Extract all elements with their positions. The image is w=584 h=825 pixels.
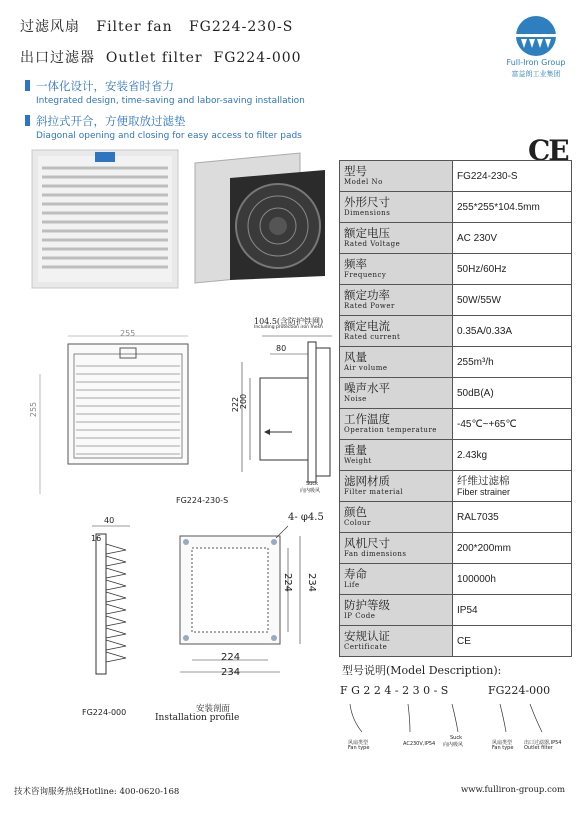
feature-bullet: [25, 80, 30, 91]
spec-label-en: Noise: [344, 395, 367, 403]
model-desc-title: 型号说明(Model Description):: [342, 664, 502, 677]
model-label-2: AC230V,IP54: [403, 741, 436, 747]
model-label-5-cn: 出口过滤器,IP54: [524, 740, 562, 746]
spec-label-en: Life: [344, 581, 360, 589]
caption-fg224-000: FG224-000: [82, 708, 127, 717]
spec-value: AC 230V: [453, 223, 572, 254]
feature-bullet: [25, 115, 30, 126]
spec-label-en: Colour: [344, 519, 371, 527]
model-code-filter: FG224-000: [488, 684, 551, 697]
footer-hotline: 技术咨询服务热线Hotline: 400-0620-168: [14, 787, 180, 797]
spec-label-cn: 额定功率: [344, 288, 390, 302]
spec-value: 100000h: [453, 564, 572, 595]
spec-label-cn: 颜色: [344, 505, 367, 519]
spec-value: 2.43kg: [453, 440, 572, 471]
spec-row: [340, 595, 572, 626]
dim-224-horizontal: 224: [221, 652, 241, 663]
spec-row: [340, 409, 572, 440]
spec-value-en: Fiber strainer: [457, 487, 511, 497]
suck-cn: 向内吸风: [300, 488, 321, 494]
spec-label-cn: 额定电压: [344, 226, 390, 240]
spec-row: [340, 626, 572, 657]
feature-2-en: Diagonal opening and closing for easy access to filter pads: [36, 131, 302, 141]
suck-en: Suck: [306, 481, 318, 487]
spec-label-en: Rated Power: [344, 302, 395, 310]
spec-row: [340, 192, 572, 223]
spec-value: CE: [453, 626, 572, 657]
model-label-1-cn: 风扇类型: [348, 740, 369, 746]
model-label-1-en: Fan type: [348, 745, 370, 751]
dim-224-vertical: 224: [282, 572, 294, 593]
spec-value: 50W/55W: [453, 285, 572, 316]
spec-label-en: Filter material: [344, 488, 404, 496]
feature-1-cn: 一体化设计，安装省时省力: [36, 79, 174, 93]
spec-value: 50Hz/60Hz: [453, 254, 572, 285]
model-label-3-cn: 向内吸风: [443, 742, 464, 748]
spec-label-cn: 防护等级: [344, 598, 390, 612]
filter-grille-photo: [30, 148, 180, 290]
ce-mark: CE: [528, 134, 568, 167]
spec-row: [340, 347, 572, 378]
dim-234-vertical: 234: [306, 572, 318, 593]
spec-value: 纤维过滤棉: [457, 475, 510, 487]
spec-label-cn: 型号: [344, 164, 367, 178]
spec-label-en: Air volume: [344, 364, 388, 372]
dim-16: 16: [91, 534, 102, 543]
spec-value: 0.35A/0.33A: [453, 316, 572, 347]
fan-photo: [190, 148, 330, 290]
spec-row: [340, 564, 572, 595]
depth-note: 104.5(含防护铁网): [254, 317, 324, 326]
install-caption-en: Installation profile: [155, 713, 240, 723]
spec-value: 255m³/h: [453, 347, 572, 378]
spec-row: [340, 223, 572, 254]
side-view-drawing: [230, 332, 340, 492]
spec-value: 200*200mm: [453, 533, 572, 564]
spec-table: [339, 160, 572, 657]
dim-80: 80: [276, 344, 287, 353]
spec-label-cn: 风量: [344, 350, 367, 364]
depth-note-en: Including protection iron mesh: [254, 325, 323, 330]
model-desc-leaders: [340, 698, 580, 740]
dim-height: 255: [29, 401, 39, 418]
holes-note: 4- φ4.5: [288, 512, 324, 523]
spec-label-en: Model No: [344, 178, 383, 186]
install-caption-cn: 安装剖面: [196, 704, 231, 714]
spec-value: 255*255*104.5mm: [453, 192, 572, 223]
model-code-fan: F G 2 2 4 - 2 3 0 - S: [340, 684, 449, 697]
spec-label-cn: 外形尺寸: [344, 195, 390, 209]
model-label-5-en: Outlet filter: [524, 745, 553, 751]
dim-width: 255: [120, 329, 136, 338]
installation-profile-drawing: [176, 520, 326, 680]
spec-value: FG224-230-S: [453, 161, 572, 192]
spec-label-cn: 频率: [344, 257, 367, 271]
dim-40: 40: [104, 516, 115, 525]
spec-label-cn: 工作温度: [344, 412, 390, 426]
spec-row: [340, 254, 572, 285]
spec-label-cn: 滤网材质: [344, 474, 390, 488]
dim-234-horizontal: 234: [221, 667, 241, 678]
spec-row: [340, 471, 572, 502]
spec-label-en: Rated Voltage: [344, 240, 401, 248]
spec-value: 50dB(A): [453, 378, 572, 409]
spec-row: [340, 378, 572, 409]
model-label-4-cn: 风扇类型: [492, 740, 513, 746]
spec-value: -45℃~+65℃: [453, 409, 572, 440]
spec-label-en: Frequency: [344, 271, 387, 279]
spec-label-cn: 额定电流: [344, 319, 390, 333]
spec-row: [340, 502, 572, 533]
model-label-4-en: Fan type: [492, 745, 514, 751]
spec-row: [340, 161, 572, 192]
spec-row: [340, 533, 572, 564]
spec-label-en: Weight: [344, 457, 372, 465]
spec-row: [340, 440, 572, 471]
spec-label-cn: 寿命: [344, 567, 367, 581]
spec-label-cn: 噪声水平: [344, 381, 390, 395]
footer-website[interactable]: www.fulliron-group.com: [461, 785, 566, 795]
spec-label-en: Operation temperature: [344, 426, 437, 434]
spec-label-en: Dimensions: [344, 209, 391, 217]
spec-label-cn: 重量: [344, 443, 367, 457]
dim-200: 200: [239, 393, 249, 410]
company-name: Full-Iron Group: [506, 58, 566, 67]
title-outlet-filter: 出口过滤器 Outlet filter FG224-000: [20, 50, 302, 66]
spec-value: RAL7035: [453, 502, 572, 533]
spec-value: IP54: [453, 595, 572, 626]
dim-222: 222: [231, 396, 241, 413]
spec-label-en: Rated current: [344, 333, 401, 341]
outlet-filter-side-drawing: [86, 520, 136, 680]
spec-label-en: Fan dimensions: [344, 550, 407, 558]
spec-row: [340, 285, 572, 316]
feature-2-cn: 斜拉式开合，方便取放过滤垫: [36, 114, 186, 128]
front-view-drawing: [30, 326, 230, 506]
spec-label-en: Certificate: [344, 643, 388, 651]
spec-label-en: IP Code: [344, 612, 376, 620]
title-filter-fan: 过滤风扇 Filter fan FG224-230-S: [20, 19, 294, 35]
company-name-cn: 富益朗工业集团: [511, 70, 561, 78]
caption-fg224-230-s: FG224-230-S: [176, 496, 229, 505]
spec-label-cn: 风机尺寸: [344, 536, 390, 550]
spec-row: [340, 316, 572, 347]
model-label-3-en: Suck: [450, 735, 462, 741]
spec-label-cn: 安规认证: [344, 629, 390, 643]
feature-1-en: Integrated design, time-saving and labor-saving installation: [36, 96, 305, 106]
